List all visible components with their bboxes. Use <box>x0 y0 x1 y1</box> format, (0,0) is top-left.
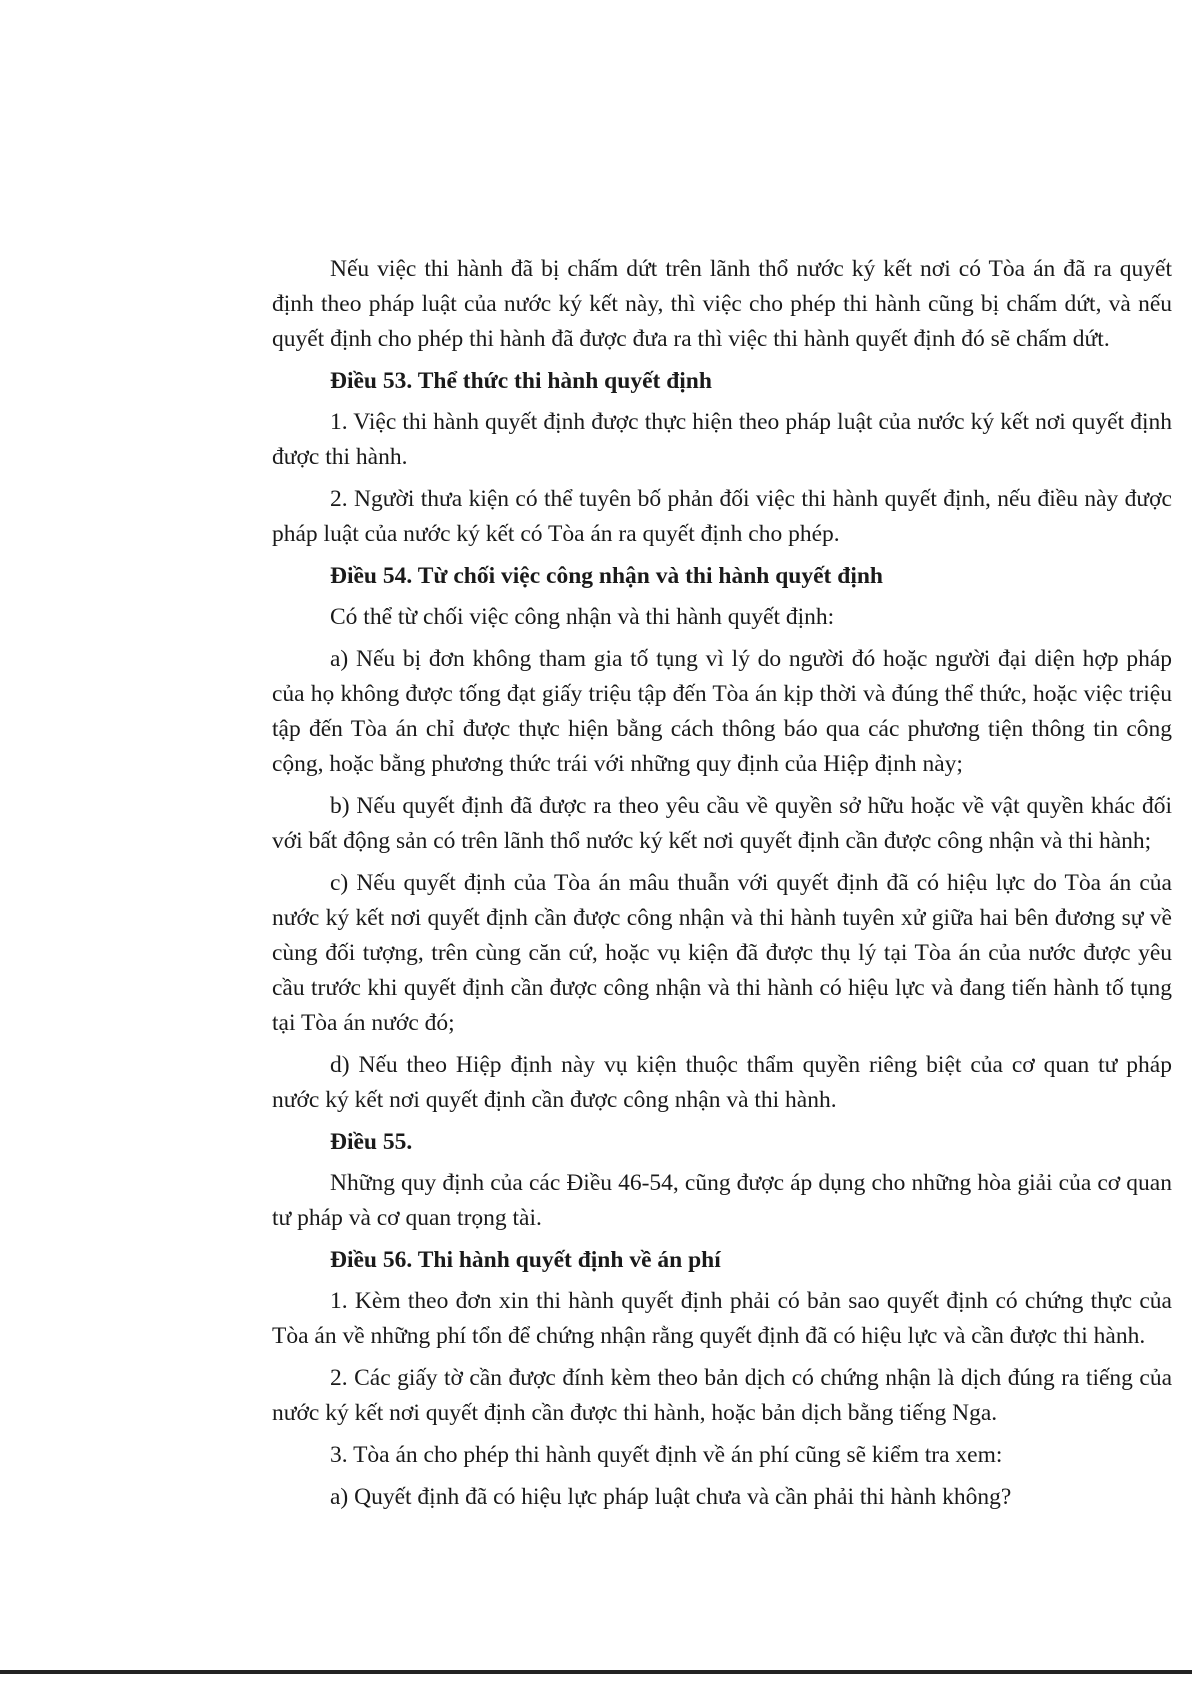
article-56-clause-3: 3. Tòa án cho phép thi hành quyết định về án phí cũng sẽ kiểm tra xem: <box>330 1442 1003 1468</box>
article-54-item-d: d) Nếu theo Hiệp định này vụ kiện thuộc thẩm quyền riêng biệt của cơ quan tư pháp nước ký kết nơi quyết định cần được công nhận và thi hành. <box>272 1052 1172 1113</box>
article-56-clause-3-item-a: a) Quyết định đã có hiệu lực pháp luật chưa và cần phải thi hành không? <box>330 1484 1012 1510</box>
article-54-item-c: c) Nếu quyết định của Tòa án mâu thuẫn với quyết định đã có hiệu lực do Tòa án của nước ký kết nơi quyết định cần được công nhận và thi hành tuyên xử giữa hai bên đương sự về cùng đối tượng, trên cùng căn cứ, hoặc vụ kiện đã được thụ lý tại Tòa án của nước được yêu cầu trước khi quyết định cần được công nhận và thi hành có hiệu lực và đang tiến hành tố tụng tại Tòa án nước đó; <box>272 870 1172 1036</box>
article-54-item-b: b) Nếu quyết định đã được ra theo yêu cầu về quyền sở hữu hoặc về vật quyền khác đối với bất động sản có trên lãnh thổ nước ký kết nơi quyết định cần được công nhận và thi hành; <box>272 793 1172 854</box>
heading-article-56: Điều 56. Thi hành quyết định về án phí <box>330 1247 721 1273</box>
article-56-clause-2: 2. Các giấy tờ cần được đính kèm theo bản dịch có chứng nhận là dịch đúng ra tiếng của nước ký kết nơi quyết định cần được thi hành, hoặc bản dịch bằng tiếng Nga. <box>272 1365 1172 1426</box>
article-55-text: Những quy định của các Điều 46-54, cũng được áp dụng cho những hòa giải của cơ quan tư pháp và cơ quan trọng tài. <box>272 1170 1172 1231</box>
article-56-clause-1: 1. Kèm theo đơn xin thi hành quyết định phải có bản sao quyết định có chứng thực của Tòa án về những phí tổn để chứng nhận rằng quyết định đã có hiệu lực và cần được thi hành. <box>272 1288 1172 1349</box>
heading-article-54: Điều 54. Từ chối việc công nhận và thi hành quyết định <box>330 563 883 589</box>
heading-article-53: Điều 53. Thể thức thi hành quyết định <box>330 368 712 394</box>
article-54-intro: Có thể từ chối việc công nhận và thi hành quyết định: <box>330 604 835 630</box>
page-bottom-edge <box>0 1670 1192 1674</box>
article-53-clause-2: 2. Người thưa kiện có thể tuyên bố phản đối việc thi hành quyết định, nếu điều này được pháp luật của nước ký kết có Tòa án ra quyết định cho phép. <box>272 486 1172 547</box>
heading-article-55: Điều 55. <box>330 1129 413 1155</box>
article-54-item-a: a) Nếu bị đơn không tham gia tố tụng vì lý do người đó hoặc người đại diện hợp pháp của họ không được tống đạt giấy triệu tập đến Tòa án kịp thời và đúng thể thức, hoặc việc triệu tập đến Tòa án chỉ được thực hiện bằng cách thông báo qua các phương tiện thông tin công cộng, hoặc bằng phương thức trái với những quy định của Hiệp định này; <box>272 646 1172 777</box>
article-53-clause-1: 1. Việc thi hành quyết định được thực hiện theo pháp luật của nước ký kết nơi quyết định được thi hành. <box>272 409 1172 470</box>
document-page <box>272 252 1172 1522</box>
paragraph-termination: Nếu việc thi hành đã bị chấm dứt trên lãnh thổ nước ký kết nơi có Tòa án đã ra quyết định theo pháp luật của nước ký kết này, thì việc cho phép thi hành cũng bị chấm dứt, và nếu quyết định cho phép thi hành đã được đưa ra thì việc thi hành quyết định đó sẽ chấm dứt. <box>272 256 1172 352</box>
